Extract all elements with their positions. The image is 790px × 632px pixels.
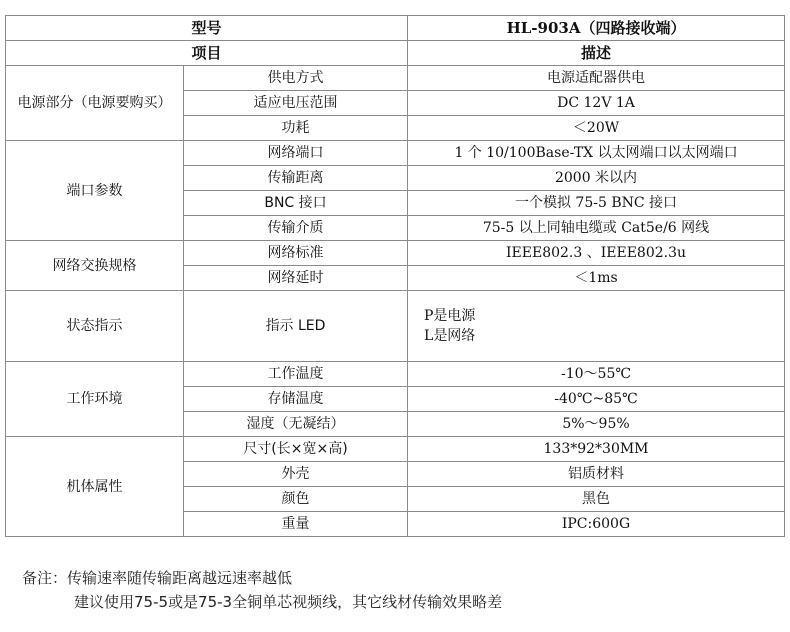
- item-cell: 网络延时: [184, 266, 408, 291]
- desc-cell: 133*92*30MM: [408, 437, 785, 462]
- footnote: [22, 566, 502, 614]
- table-row: [6, 16, 785, 41]
- table-row: [6, 291, 785, 362]
- group-status: 状态指示: [6, 291, 184, 362]
- desc-cell: 5%～95%: [408, 412, 785, 437]
- item-cell: 颜色: [184, 487, 408, 512]
- model-label-cell: 型号: [6, 16, 408, 41]
- item-header-cell: 项目: [6, 41, 408, 66]
- desc-cell: 电源适配器供电: [408, 66, 785, 91]
- item-cell: 重量: [184, 512, 408, 537]
- item-cell: 供电方式: [184, 66, 408, 91]
- item-cell: 湿度（无凝结）: [184, 412, 408, 437]
- table-row: [6, 141, 785, 166]
- table-row: [6, 241, 785, 266]
- desc-cell: ＜20W: [408, 116, 785, 141]
- item-cell: 尺寸(长×宽×高): [184, 437, 408, 462]
- item-cell: 传输距离: [184, 166, 408, 191]
- table-row: [6, 362, 785, 387]
- group-switch: 网络交换规格: [6, 241, 184, 291]
- item-cell: 功耗: [184, 116, 408, 141]
- group-power: 电源部分（电源要购买）: [6, 66, 184, 141]
- model-value-cell: HL-903A（四路接收端）: [408, 16, 785, 41]
- table-row: [6, 437, 785, 462]
- item-cell: 传输介质: [184, 216, 408, 241]
- desc-cell: IEEE802.3 、IEEE802.3u: [408, 241, 785, 266]
- desc-cell: 75-5 以上同轴电缆或 Cat5e/6 网线: [408, 216, 785, 241]
- desc-cell: 一个模拟 75-5 BNC 接口: [408, 191, 785, 216]
- desc-cell: 铝质材料: [408, 462, 785, 487]
- note-line-2: 建议使用75-5或是75-3全铜单芯视频线，其它线材传输效果略差: [74, 593, 503, 611]
- group-body: 机体属性: [6, 437, 184, 537]
- table-row: [6, 66, 785, 91]
- table-row: [6, 41, 785, 66]
- desc-cell: ＜1ms: [408, 266, 785, 291]
- group-port: 端口参数: [6, 141, 184, 241]
- spec-table: [5, 15, 785, 537]
- desc-cell: -40℃~85℃: [408, 387, 785, 412]
- item-cell: 网络标准: [184, 241, 408, 266]
- note-line-1: 备注：传输速率随传输距离越远速率越低: [22, 569, 293, 587]
- item-cell: 外壳: [184, 462, 408, 487]
- status-line-network: L是网络: [424, 328, 476, 344]
- status-line-power: P是电源: [424, 308, 476, 324]
- item-cell: BNC 接口: [184, 191, 408, 216]
- desc-cell: -10～55℃: [408, 362, 785, 387]
- item-cell: 工作温度: [184, 362, 408, 387]
- desc-cell: 1 个 10/100Base-TX 以太网端口以太网端口: [408, 141, 785, 166]
- item-cell: 网络端口: [184, 141, 408, 166]
- desc-cell: 2000 米以内: [408, 166, 785, 191]
- group-env: 工作环境: [6, 362, 184, 437]
- desc-cell: 黑色: [408, 487, 785, 512]
- item-cell: 指示 LED: [184, 291, 408, 362]
- item-cell: 存储温度: [184, 387, 408, 412]
- item-cell: 适应电压范围: [184, 91, 408, 116]
- desc-cell: IPC:600G: [408, 512, 785, 537]
- desc-header-cell: 描述: [408, 41, 785, 66]
- status-desc-cell: [408, 291, 785, 362]
- desc-cell: DC 12V 1A: [408, 91, 785, 116]
